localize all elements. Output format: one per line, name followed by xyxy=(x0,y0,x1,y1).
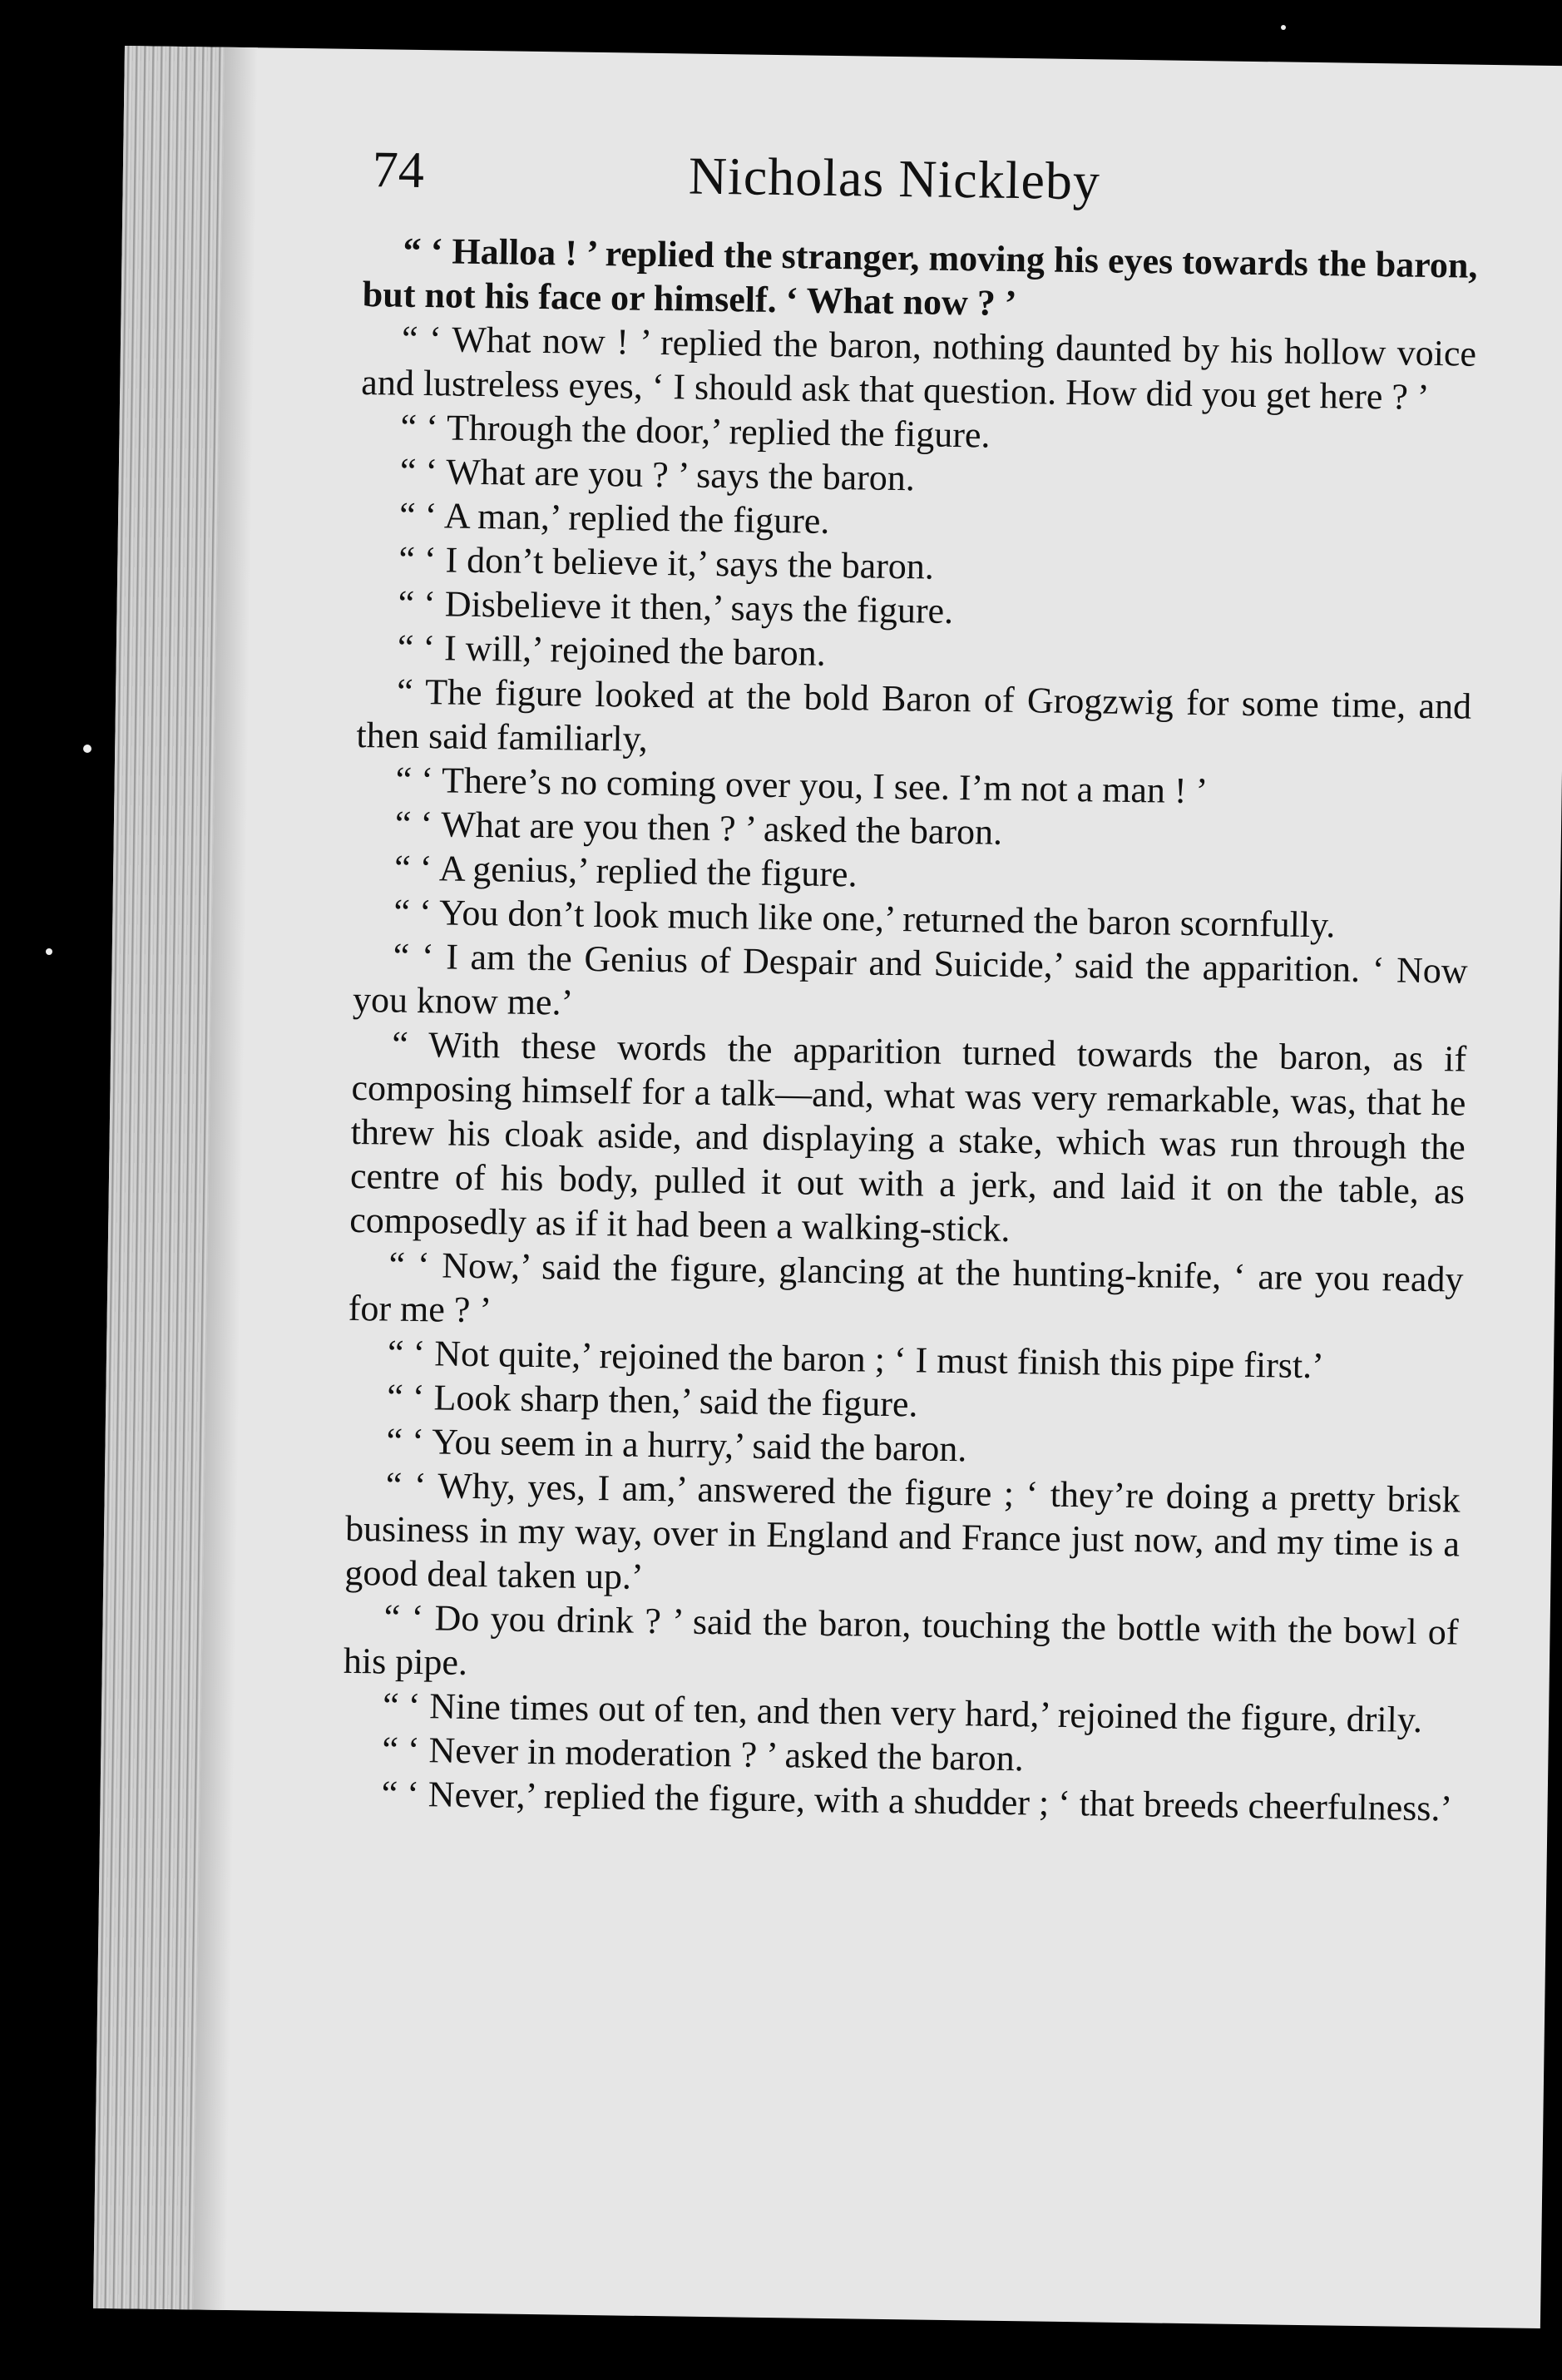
paragraph: “ ‘ A genius,’ replied the figure. xyxy=(393,847,858,895)
running-title: Nicholas Nickleby xyxy=(688,146,1101,211)
paragraph: “ ‘ Not quite,’ rejoined the baron ; ‘ I must finish this pipe first.’ xyxy=(387,1332,1325,1387)
paragraph: “ The figure looked at the bold Baron of Grogzwig for some time, and then said familiarly, xyxy=(356,670,1472,760)
body-text xyxy=(341,228,1478,1831)
paragraph: “ ‘ I will,’ rejoined the baron. xyxy=(397,626,826,674)
scan-speck xyxy=(83,745,91,753)
paragraph: “ ‘ Now,’ said the figure, glancing at the hunting-knife, ‘ are you ready for me ? ’ xyxy=(348,1244,1464,1331)
paragraph: “ ‘ Do you drink ? ’ said the baron, touching the bottle with the bowl of his pipe. xyxy=(343,1596,1459,1683)
paragraph: “ ‘ What are you then ? ’ asked the baron. xyxy=(394,803,1003,853)
page-number: 74 xyxy=(372,141,425,200)
paragraph: “ ‘ Why, yes, I am,’ answered the figure ; ‘ they’re doing a pretty brisk business in my way, over in England and France just now, and my time is a good deal taken up.’ xyxy=(344,1464,1461,1597)
paragraph: “ ‘ You don’t look much like one,’ returned the baron scornfully. xyxy=(393,891,1336,946)
paragraph: “ ‘ A man,’ replied the figure. xyxy=(398,494,830,542)
paragraph: “ ‘ Disbelieve it then,’ says the figure. xyxy=(398,582,954,631)
paragraph: “ ‘ Halloa ! ’ replied the stranger, moving his eyes towards the baron, but not his face or himself. ‘ What now ? ’ xyxy=(362,230,1478,324)
paragraph: “ ‘ There’s no coming over you, I see. I’m not a man ! ’ xyxy=(395,759,1209,812)
paragraph: “ ‘ I am the Genius of Despair and Suicide,’ said the apparition. ‘ Now you know me.’ xyxy=(352,935,1468,1023)
paragraph: “ ‘ I don’t believe it,’ says the baron. xyxy=(398,538,935,587)
paragraph: “ ‘ Nine times out of ten, and then very hard,’ rejoined the figure, drily. xyxy=(382,1685,1423,1740)
paragraph: “ ‘ What are you ? ’ says the baron. xyxy=(399,450,916,499)
paragraph: “ ‘ You seem in a hurry,’ said the baron. xyxy=(386,1420,967,1470)
paragraph: “ ‘ Look sharp then,’ said the figure. xyxy=(387,1376,918,1425)
scan-speck xyxy=(46,948,52,955)
paragraph: “ ‘ Never in moderation ? ’ asked the baron. xyxy=(382,1729,1025,1779)
book-page xyxy=(93,46,1562,2328)
scan-speck xyxy=(1281,25,1286,30)
paragraph: “ ‘ Through the door,’ replied the figure. xyxy=(400,406,991,456)
paragraph: “ ‘ What now ! ’ replied the baron, nothing daunted by his hollow voice and lustreless eyes, ‘ I should ask that question. How did you get here ? ’ xyxy=(361,318,1477,418)
paragraph: “ With these words the apparition turned towards the baron, as if composing himself for a talk—and, what was very remarkable, was, that he threw his cloak aside, and displaying a stake, which was run through the centre of his body, pulled it out with a jerk, and laid it on the table, as composedly as if it had been a walking-stick. xyxy=(348,1023,1467,1249)
paragraph: “ ‘ Never,’ replied the figure, with a shudder ; ‘ that breeds cheerfulness.’ xyxy=(381,1773,1453,1829)
